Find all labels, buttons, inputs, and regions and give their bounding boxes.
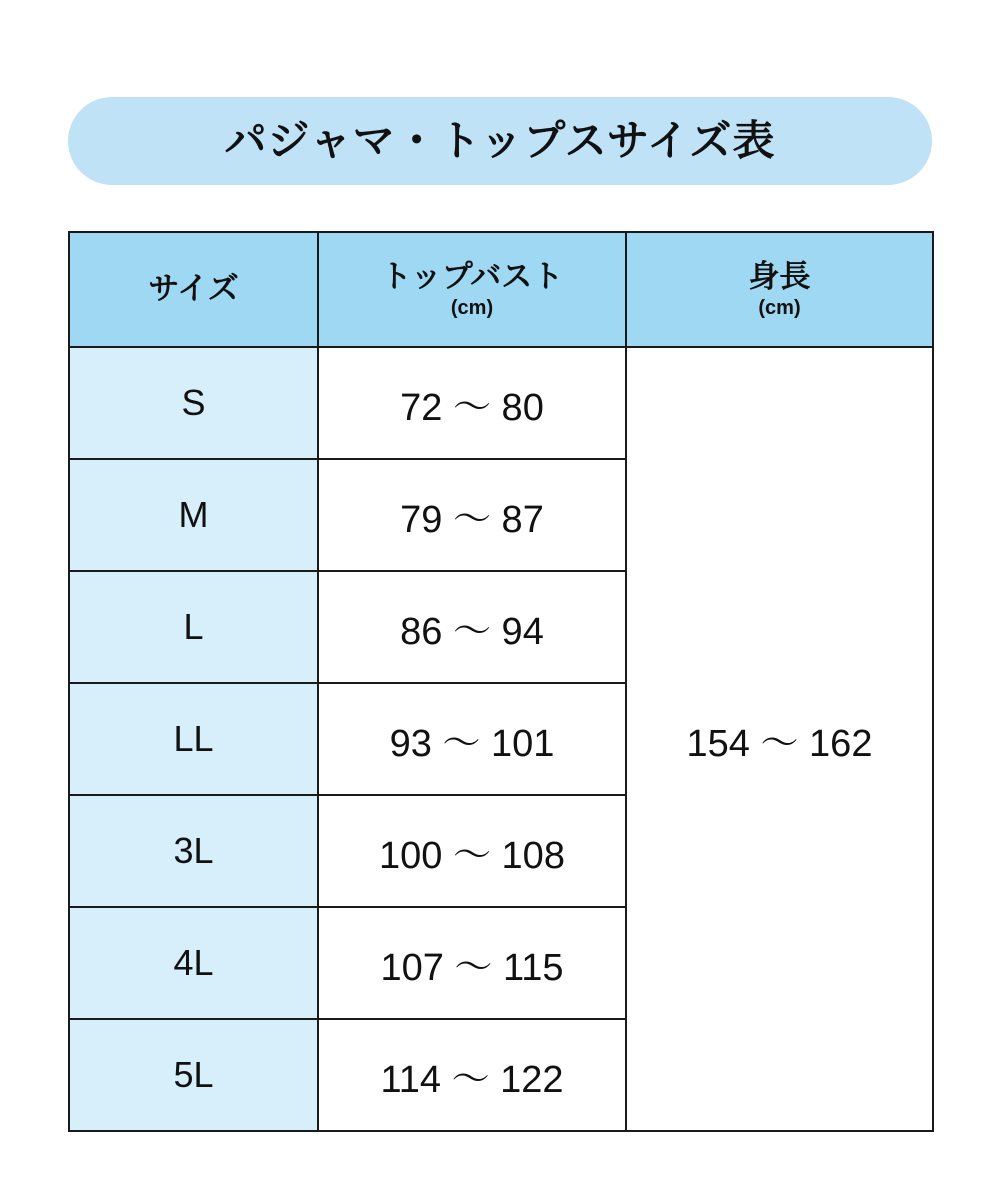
table-row	[69, 347, 933, 459]
cell-size: LL	[69, 683, 318, 795]
cell-topbust: 72 〜 80	[318, 347, 626, 459]
page-title: パジャマ・トップスサイズ表	[224, 117, 776, 164]
cell-topbust: 107 〜 115	[318, 907, 626, 1019]
cell-topbust: 93 〜 101	[318, 683, 626, 795]
column-header-height: 身長 (cm)	[626, 232, 933, 347]
cell-size: L	[69, 571, 318, 683]
cell-topbust: 114 〜 122	[318, 1019, 626, 1131]
size-table	[68, 231, 934, 1132]
cell-size: M	[69, 459, 318, 571]
cell-size: 5L	[69, 1019, 318, 1131]
cell-topbust: 100 〜 108	[318, 795, 626, 907]
chart-title-banner	[68, 97, 932, 185]
cell-size: S	[69, 347, 318, 459]
table-header-row	[69, 232, 933, 347]
cell-topbust: 79 〜 87	[318, 459, 626, 571]
cell-size: 3L	[69, 795, 318, 907]
cell-height: 154 〜 162	[626, 347, 933, 1131]
column-header-topbust: トップバスト (cm)	[318, 232, 626, 347]
cell-size: 4L	[69, 907, 318, 1019]
cell-topbust: 86 〜 94	[318, 571, 626, 683]
column-header-size: サイズ	[69, 232, 318, 347]
